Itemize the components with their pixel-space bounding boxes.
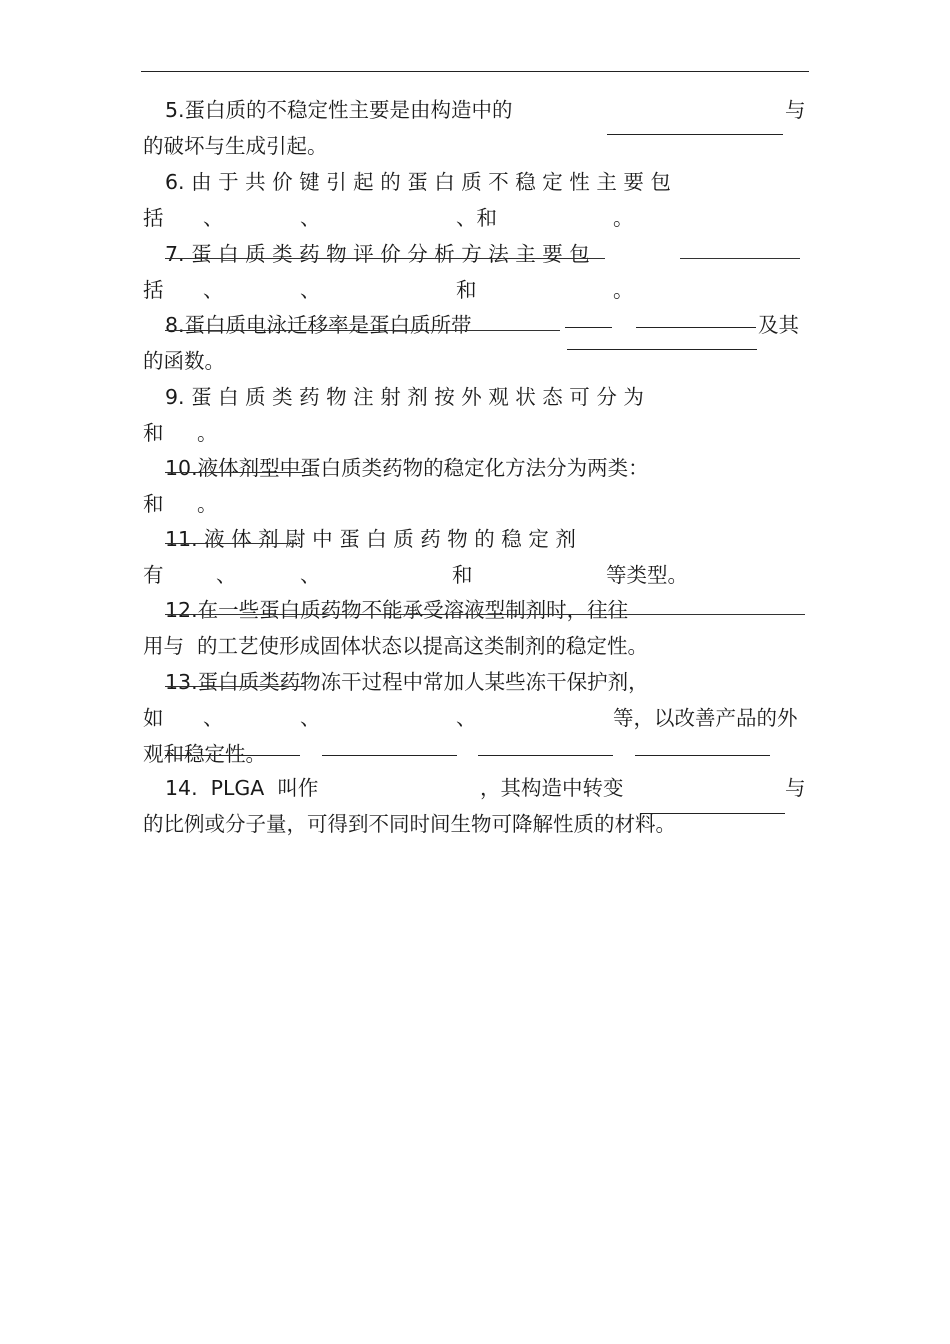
q13-blank-3[interactable] [478,755,613,756]
q12-strike [165,614,805,615]
q13-ru: 如 [143,706,164,730]
q10-end: 。 [197,492,218,516]
q13-separator-1: 、 [203,706,224,730]
q13-text-line1: 13.蛋白质类药物冻干过程中常加人某些冻干保护剂， [165,670,649,694]
q6-text-line1: 6. 由 于 共 价 键 引 起 的 蛋 白 质 不 稳 定 性 主 要 包 [165,170,671,194]
q9-text-line1: 9. 蛋 白 质 类 药 物 注 射 剂 按 外 观 状 态 可 分 为 [165,385,644,409]
q11-end: 等类型。 [606,563,688,587]
q7-end: 。 [613,278,634,302]
q11-strike [165,543,300,544]
q6-separator-3: 、和 [456,206,497,230]
q13-blank-2[interactable] [322,755,457,756]
q8-text-line2: 的函数。 [143,349,225,373]
q7-strike-2 [680,258,800,259]
q14-text-line2: 的比例或分子量，可得到不同时间生物可降解性质的材料。 [143,812,676,836]
q5-text-line2: 的破坏与生成引起。 [143,134,328,158]
q8-strike [165,330,560,331]
q8-text-line1: 8.蛋白质电泳迁移率是蛋白质所带 [165,313,472,337]
q5-yu: 与 [785,98,806,122]
q9-he: 和 [143,421,164,445]
q13-text-line3: 观和稳定性。 [143,742,266,766]
q8-blank-2[interactable] [636,327,756,328]
q7-kuo: 括 [143,278,164,302]
q6-kuo: 括 [143,206,164,230]
q13-blank-4[interactable] [635,755,770,756]
q12-text-line1: 12.在一些蛋白质药物不能承受溶液型制剂时，往往 [165,598,629,622]
q13-end: 等，以改善产品的外 [613,706,798,730]
q11-separator-2: 、 [300,563,321,587]
q10-strike [165,472,305,473]
q11-separator-1: 、 [216,563,237,587]
q13-blank-1[interactable] [165,755,300,756]
q7-strike-1 [165,258,605,259]
q6-end: 。 [613,206,634,230]
q6-separator-1: 、 [203,206,224,230]
q8-blank-3[interactable] [567,349,757,350]
q8-jiqi: 及其 [758,313,799,337]
q13-separator-2: 、 [300,706,321,730]
q13-strike [165,686,305,687]
q5-blank[interactable] [607,134,783,135]
q14-prefix: 14. PLGA 叫作 [165,776,319,800]
q5-text-line1: 5.蛋白质的不稳定性主要是由构造中的 [165,98,513,122]
q7-he: 和 [456,278,477,302]
q12-text-line2: 用与 的工艺使形成固体状态以提高这类制剂的稳定性。 [143,634,649,658]
q14-mid: ，其构造中转变 [480,776,624,800]
q6-separator-2: 、 [300,206,321,230]
q13-separator-3: 、 [456,706,477,730]
q7-separator-2: 、 [300,278,321,302]
q7-text-line1: 7. 蛋 白 质 类 药 物 评 价 分 析 方 法 主 要 包 [165,242,590,266]
q8-blank-1[interactable] [565,327,612,328]
q11-text-line1: 11. 液 体 剂 尉 中 蛋 白 质 药 物 的 稳 定 剂 [165,527,576,551]
q10-text-line1: 10.液体剂型中蛋白质类药物的稳定化方法分为两类： [165,456,649,480]
q14-yu: 与 [785,776,806,800]
q10-he: 和 [143,492,164,516]
q7-separator-1: 、 [203,278,224,302]
q11-you: 有 [143,563,164,587]
q9-end: 。 [197,421,218,445]
q11-he: 和 [452,563,473,587]
header-rule [141,71,809,72]
